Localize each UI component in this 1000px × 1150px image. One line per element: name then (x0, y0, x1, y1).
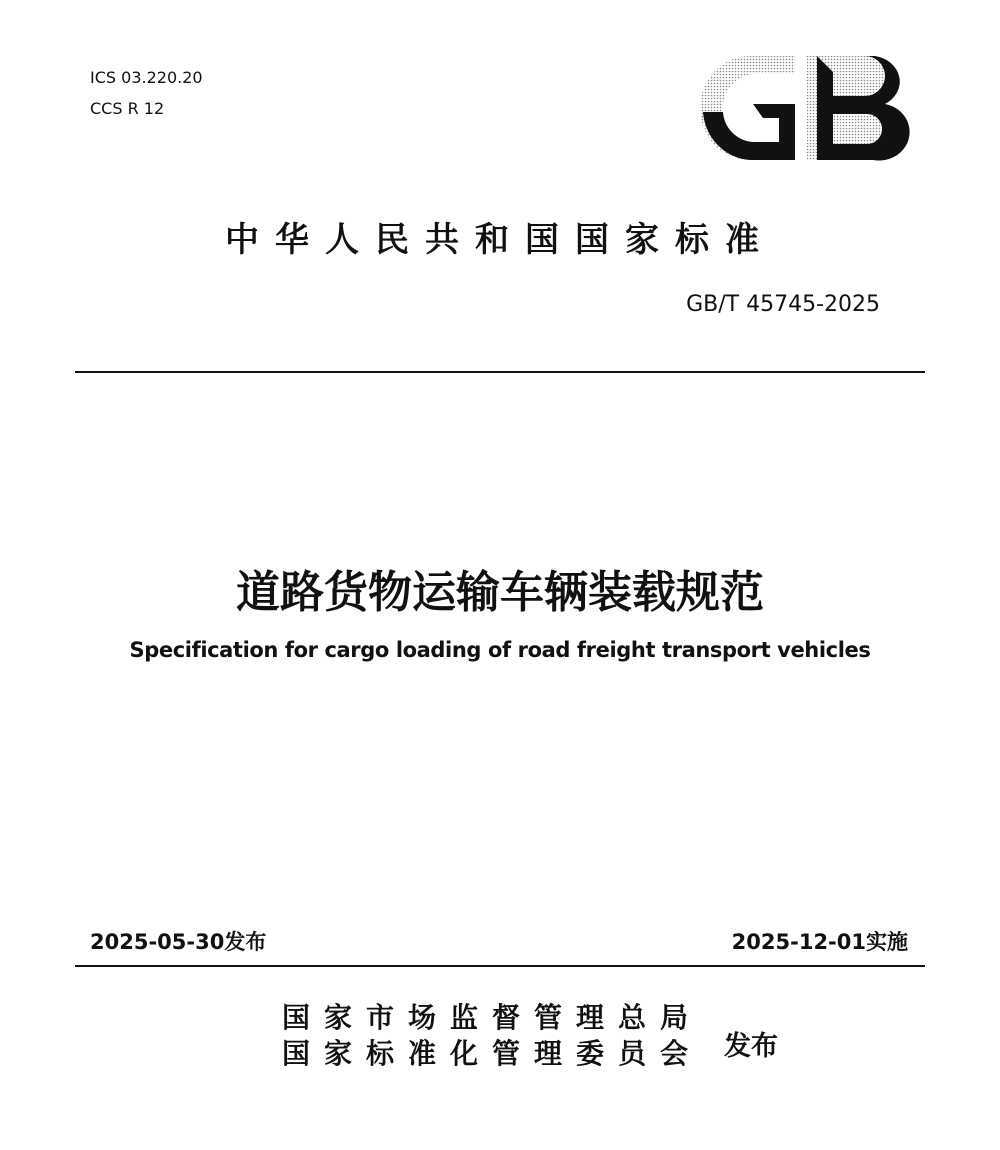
release-date: 2025-05-30发布 (90, 930, 267, 954)
gb-logo (695, 52, 910, 164)
issuer-samr: 国家市场监督管理总局 (282, 1001, 703, 1034)
ics-code: ICS 03.220.20 (90, 68, 203, 87)
top-divider (75, 371, 925, 373)
standard-number: GB/T 45745-2025 (686, 292, 880, 317)
bottom-divider (75, 965, 925, 967)
issuer-sac: 国家标准化管理委员会 (282, 1037, 703, 1070)
title-english: Specification for cargo loading of road freight transport vehicles (129, 638, 871, 662)
issue-label: 发布 (724, 1031, 778, 1062)
ccs-code: CCS R 12 (90, 99, 165, 118)
title-chinese: 道路货物运输车辆装载规范 (236, 567, 764, 618)
issuers (282, 1000, 702, 1072)
national-standard-heading: 中华人民共和国国家标准 (225, 220, 775, 260)
classification-codes (90, 62, 203, 124)
implementation-date: 2025-12-01实施 (731, 930, 908, 954)
